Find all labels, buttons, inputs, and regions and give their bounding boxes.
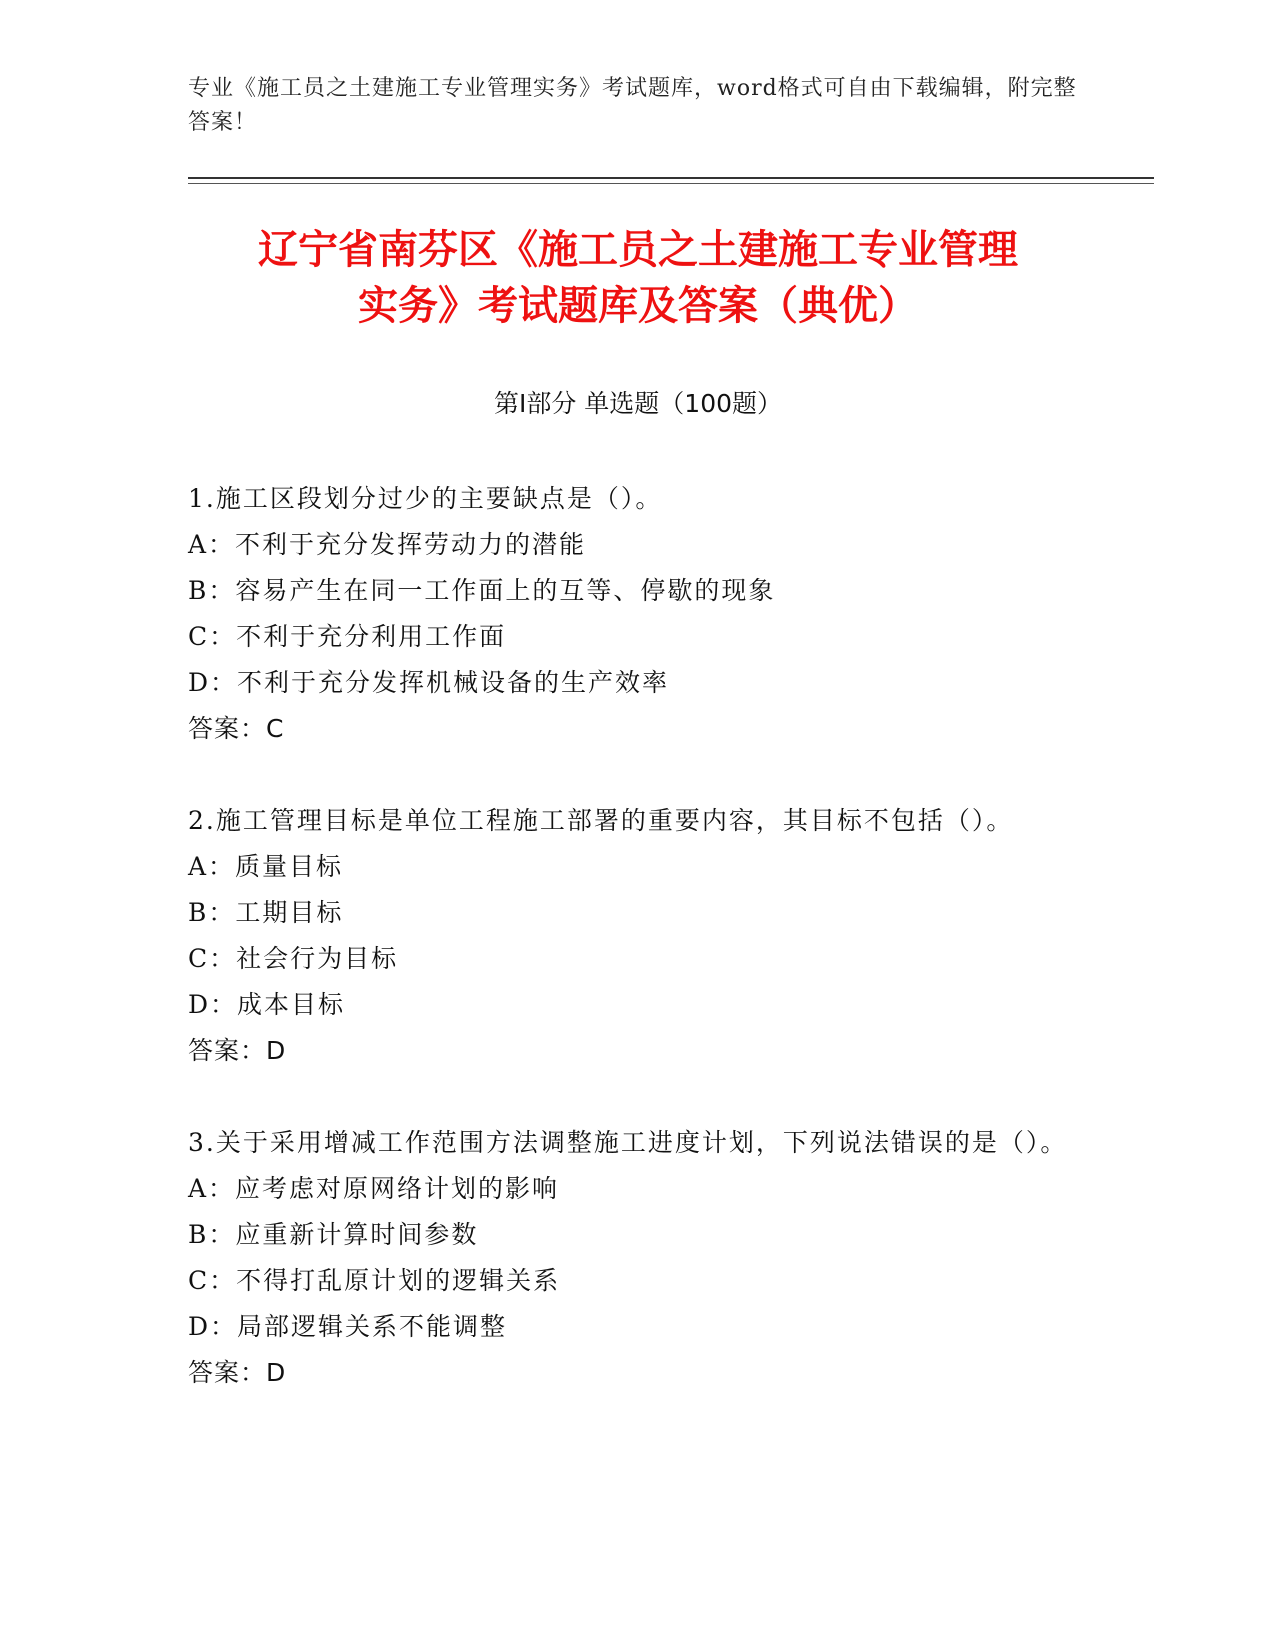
option-a: A：不利于充分发挥劳动力的潜能	[188, 530, 587, 559]
option-a: A：应考虑对原网络计划的影响	[188, 1174, 560, 1203]
question-2	[188, 798, 1068, 1074]
section-heading: 第Ⅰ部分 单选题（100题）	[493, 389, 783, 418]
question-3	[188, 1120, 1068, 1396]
header-note: 专业《施工员之土建施工专业管理实务》考试题库，word格式可自由下载编辑，附完整答案！	[188, 76, 1077, 135]
title-line-1: 辽宁省南芬区《施工员之土建施工专业管理	[258, 227, 1018, 273]
header-divider-thin	[188, 183, 1154, 184]
option-d: D：不利于充分发挥机械设备的生产效率	[188, 668, 670, 697]
question-1	[188, 476, 1068, 752]
question-stem: 2.施工管理目标是单位工程施工部署的重要内容，其目标不包括（）。	[188, 806, 1014, 835]
answer: 答案：D	[188, 1036, 287, 1065]
answer: 答案：D	[188, 1358, 287, 1387]
option-b: B：工期目标	[188, 898, 344, 927]
answer: 答案：C	[188, 714, 285, 743]
title-line-2: 实务》考试题库及答案（典优）	[358, 283, 918, 329]
option-b: B：容易产生在同一工作面上的互等、停歇的现象	[188, 576, 776, 605]
option-c: C：社会行为目标	[188, 944, 399, 973]
option-c: C：不得打乱原计划的逻辑关系	[188, 1266, 561, 1295]
question-stem: 3.关于采用增减工作范围方法调整施工进度计划，下列说法错误的是（）。	[188, 1128, 1068, 1157]
document-title	[188, 222, 1088, 334]
header-divider-thick	[188, 177, 1154, 179]
option-c: C：不利于充分利用工作面	[188, 622, 507, 651]
option-a: A：质量目标	[188, 852, 344, 881]
option-d: D：成本目标	[188, 990, 346, 1019]
question-list	[188, 476, 1068, 1442]
option-d: D：局部逻辑关系不能调整	[188, 1312, 508, 1341]
option-b: B：应重新计算时间参数	[188, 1220, 479, 1249]
question-stem: 1.施工区段划分过少的主要缺点是（）。	[188, 484, 663, 513]
